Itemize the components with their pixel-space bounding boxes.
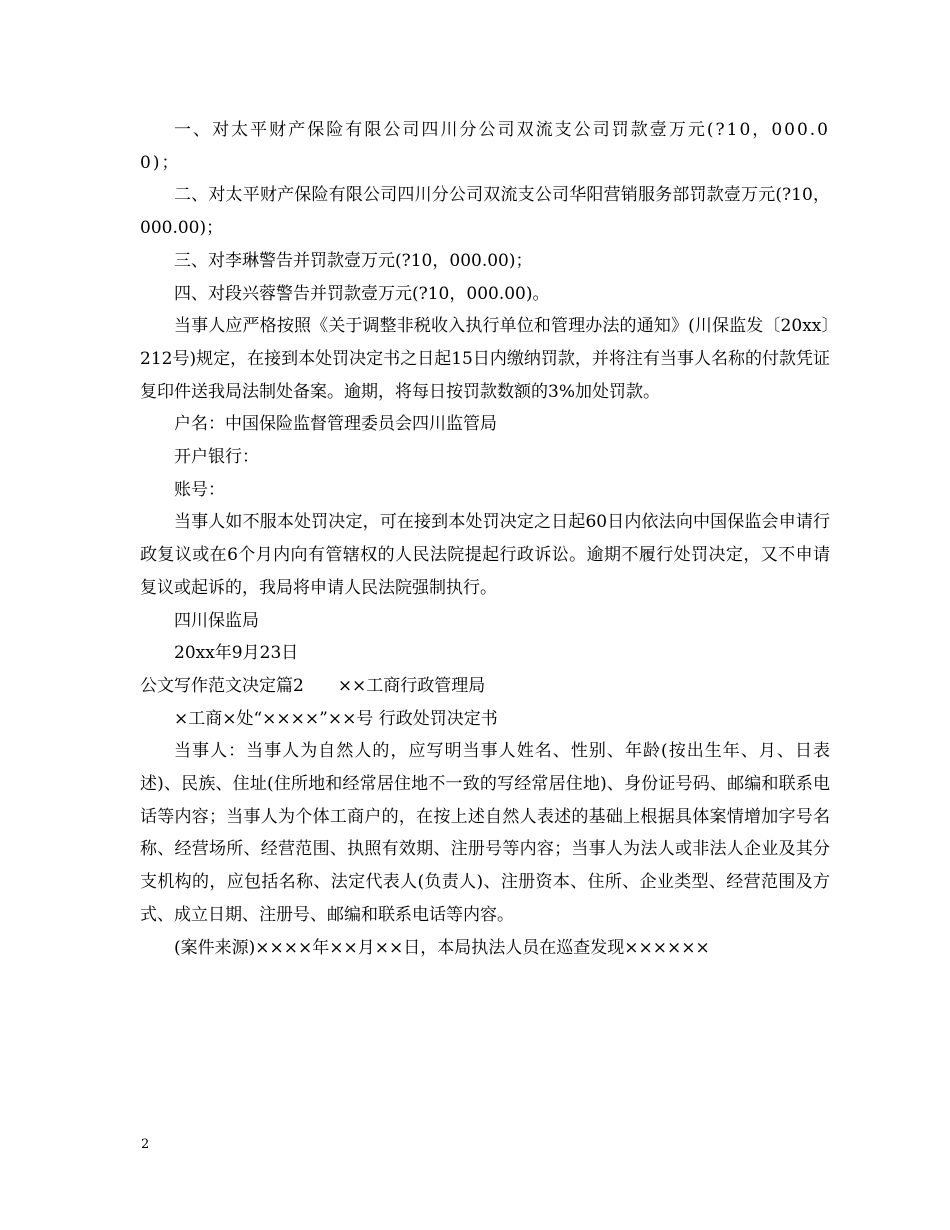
page-number: 2: [141, 1137, 150, 1152]
section-heading: 公文写作范文决定篇2 ××工商行政管理局: [140, 675, 486, 696]
paragraph-account-name: 户名：中国保险监督管理委员会四川监管局: [174, 414, 497, 435]
paragraph-case-source: (案件来源)××××年××月××日，本局执法人员在巡查发现××××××: [174, 937, 710, 958]
paragraph-date: 20xx年9月23日: [174, 643, 299, 664]
paragraph-item-2: 二、对太平财产保险有限公司四川分公司双流支公司华阳营销服务部罚款壹万元(?10，000.00)；: [140, 185, 830, 239]
paragraph-item-1: 一、对太平财产保险有限公司四川分公司双流支公司罚款壹万元(?10，000.00)；: [140, 120, 830, 173]
paragraph-item-3: 三、对李琳警告并罚款壹万元(?10，000.00)；: [174, 250, 533, 271]
document-body: [140, 114, 830, 964]
paragraph-penalty-payment: 当事人应严格按照《关于调整非税收入执行单位和管理办法的通知》(川保监发〔20xx〕212号)规定，在接到本处罚决定书之日起15日内缴纳罚款，并将注有当事人名称的付款凭证复印件送我局法制处备案。逾期，将每日按罚款数额的3%加处罚款。: [140, 316, 830, 402]
paragraph-bank: 开户银行：: [174, 447, 259, 468]
paragraph-party: 当事人：当事人为自然人的，应写明当事人姓名、性别、年龄(按出生年、月、日表述)、民族、住址(住所地和经常居住地不一致的写经常居住地)、身份证号码、邮编和联系电话等内容；当事人为个体工商户的，在按上述自然人表述的基础上根据具体案情增加字号名称、经营场所、经营范围、执照有效期、注册号等内容；当事人为法人或非法人企业及其分支机构的，应包括名称、法定代表人(负责人)、注册资本、住所、企业类型、经营范围及方式、成立日期、注册号、邮编和联系电话等内容。: [140, 741, 830, 925]
paragraph-account-number: 账号：: [174, 479, 225, 500]
paragraph-appeal-rights: 当事人如不服本处罚决定，可在接到本处罚决定之日起60日内依法向中国保监会申请行政复议或在6个月内向有管辖权的人民法院提起行政诉讼。逾期不履行处罚决定，又不申请复议或起诉的，我局将申请人民法院强制执行。: [140, 512, 830, 598]
paragraph-issuer: 四川保监局: [174, 610, 259, 631]
paragraph-item-4: 四、对段兴蓉警告并罚款壹万元(?10，000.00)。: [174, 283, 550, 304]
paragraph-document-number: ×工商×处“××××”××号 行政处罚决定书: [174, 708, 498, 729]
